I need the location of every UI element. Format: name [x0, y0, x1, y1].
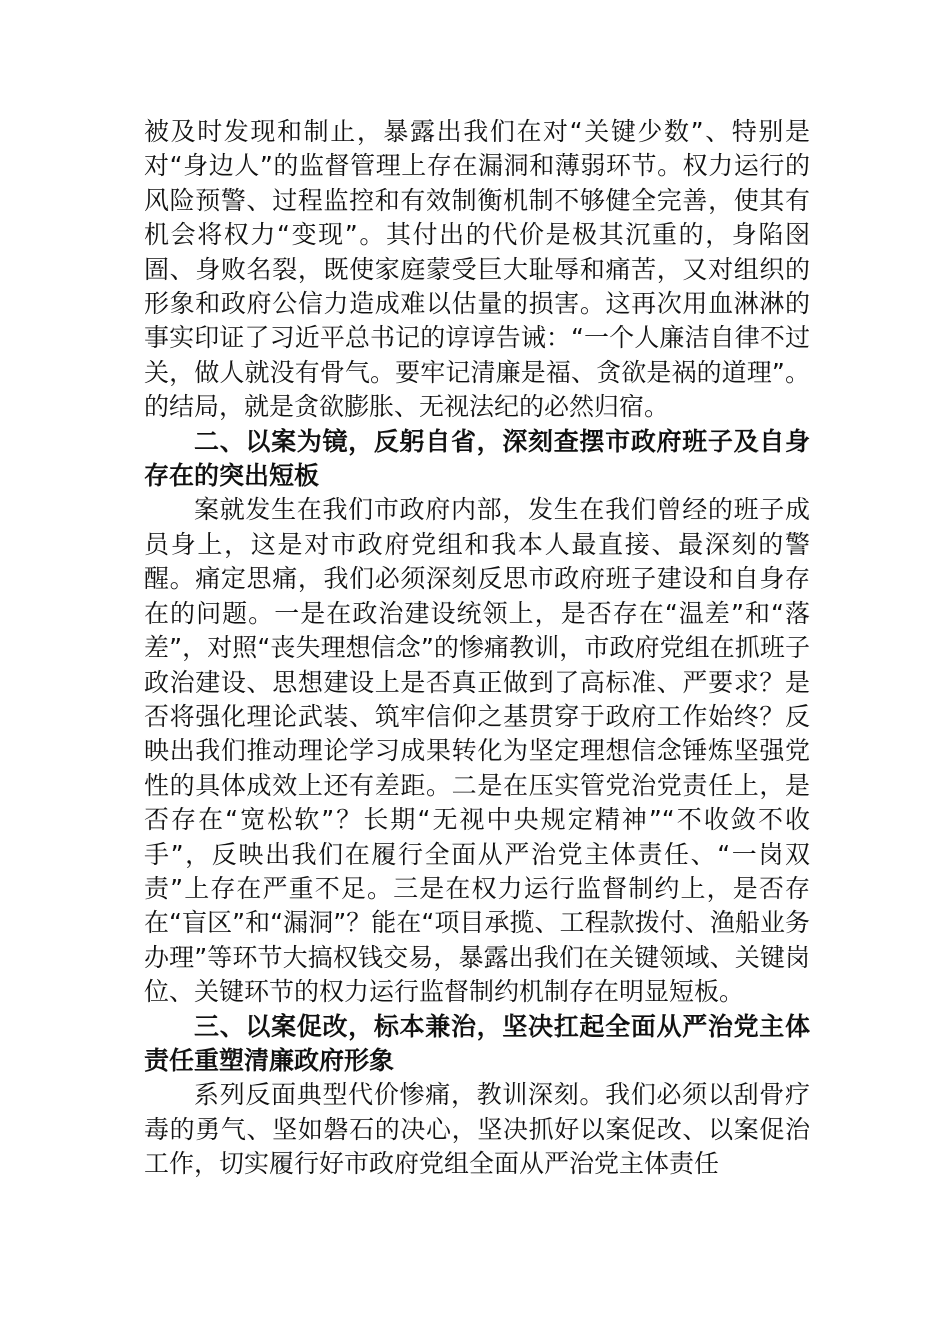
section-heading-2: 二、以案为镜，反躬自省，深刻查摆市政府班子及自身存在的突出短板 [144, 426, 810, 491]
paragraph-continuation: 被及时发现和制止，暴露出我们在对“关键少数”、特别是对“身边人”的监督管理上存在漏洞和薄弱环节。权力运行的风险预警、过程监控和有效制衡机制不够健全完善，使其有机会将权力“变现”。其付出的代价是极其沉重的，身陷囹圄、身败名裂，既使家庭蒙受巨大耻辱和痛苦，又对组织的形象和政府公信力造成难以估量的损害。这再次用血淋淋的事实印证了习近平总书记的谆谆告诫：“一个人廉洁自律不过关，做人就没有骨气。要牢记清廉是福、贪欲是祸的道理”。的结局，就是贪欲膨胀、无视法纪的必然归宿。 [144, 117, 810, 422]
paragraph-section-3: 系列反面典型代价惨痛，教训深刻。我们必须以刮骨疗毒的勇气、坚如磐石的决心，坚决抓好以案促改、以案促治工作，切实履行好市政府党组全面从严治党主体责任 [144, 1080, 810, 1179]
document-page [144, 115, 810, 1182]
section-heading-3: 三、以案促改，标本兼治，坚决扛起全面从严治党主体责任重塑清廉政府形象 [144, 1011, 810, 1075]
paragraph-section-2: 案就发生在我们市政府内部，发生在我们曾经的班子成员身上，这是对市政府党组和我本人最直接、最深刻的警醒。痛定思痛，我们必须深刻反思市政府班子建设和自身存在的问题。一是在政治建设统领上，是否存在“温差”和“落差”，对照“丧失理想信念”的惨痛教训，市政府党组在抓班子政治建设、思想建设上是否真正做到了高标准、严要求？是否将强化理论武装、筑牢信仰之基贯穿于政府工作始终？反映出我们推动理论学习成果转化为坚定理想信念锤炼坚强党性的具体成效上还有差距。二是在压实管党治党责任上，是否存在“宽松软”？长期“无视中央规定精神”“不收敛不收手”，反映出我们在履行全面从严治党主体责任、“一岗双责”上存在严重不足。三是在权力运行监督制约上，是否存在“盲区”和“漏洞”？能在“项目承揽、工程款拨付、渔船业务办理”等环节大搞权钱交易，暴露出我们在关键领域、关键岗位、关键环节的权力运行监督制约机制存在明显短板。 [144, 495, 810, 1007]
